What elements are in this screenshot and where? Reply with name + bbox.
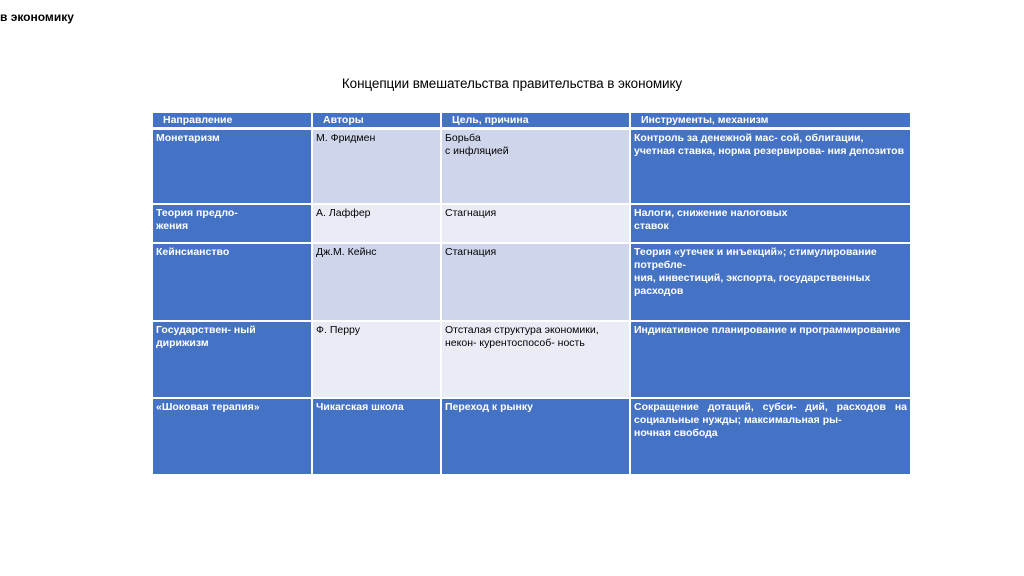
row-tools: Налоги, снижение налоговых ставок (630, 204, 911, 243)
row-direction: Монетаризм (152, 129, 312, 204)
table-row (152, 321, 911, 398)
header-authors: Авторы (312, 112, 441, 129)
row-goal: Стагнация (441, 204, 630, 243)
table-row (152, 243, 911, 321)
row-tools: Контроль за денежной мас- сой, облигации, учетная ставка, норма резервирова- ния депозитов (630, 129, 911, 204)
row-goal: Отсталая структура экономики, некон- курентоспособ- ность (441, 321, 630, 398)
row-authors: Ф. Перру (312, 321, 441, 398)
header-direction: Направление (152, 112, 312, 129)
table-header-row (152, 112, 911, 129)
slide-title: Концепции вмешательства правительства в экономику (341, 76, 683, 91)
header-tools: Инструменты, механизм (630, 112, 911, 129)
row-direction: Теория предло- жения (152, 204, 312, 243)
row-authors: А. Лаффер (312, 204, 441, 243)
row-direction: Кейнсианство (152, 243, 312, 321)
row-tools: Сокращение дотаций, субси- дий, расходов на социальные нужды; максимальная ры- ночная свобода (630, 398, 911, 475)
row-authors: Чикагская школа (312, 398, 441, 475)
row-goal: Борьба с инфляцией (441, 129, 630, 204)
table-row (152, 129, 911, 204)
header-goal: Цель, причина (441, 112, 630, 129)
row-direction: «Шоковая терапия» (152, 398, 312, 475)
row-direction: Государствен- ный дирижизм (152, 321, 312, 398)
row-goal: Стагнация (441, 243, 630, 321)
row-tools: Теория «утечек и инъекций»; стимулирование потребле- ния, инвестиций, экспорта, государственных расходов (630, 243, 911, 321)
row-authors: Дж.М. Кейнс (312, 243, 441, 321)
table-row (152, 204, 911, 243)
row-authors: М. Фридмен (312, 129, 441, 204)
slide-corner-title: в экономику (0, 10, 74, 24)
concepts-table (151, 111, 912, 476)
row-goal: Переход к рынку (441, 398, 630, 475)
row-tools: Индикативное планирование и программирование (630, 321, 911, 398)
table-row (152, 398, 911, 475)
